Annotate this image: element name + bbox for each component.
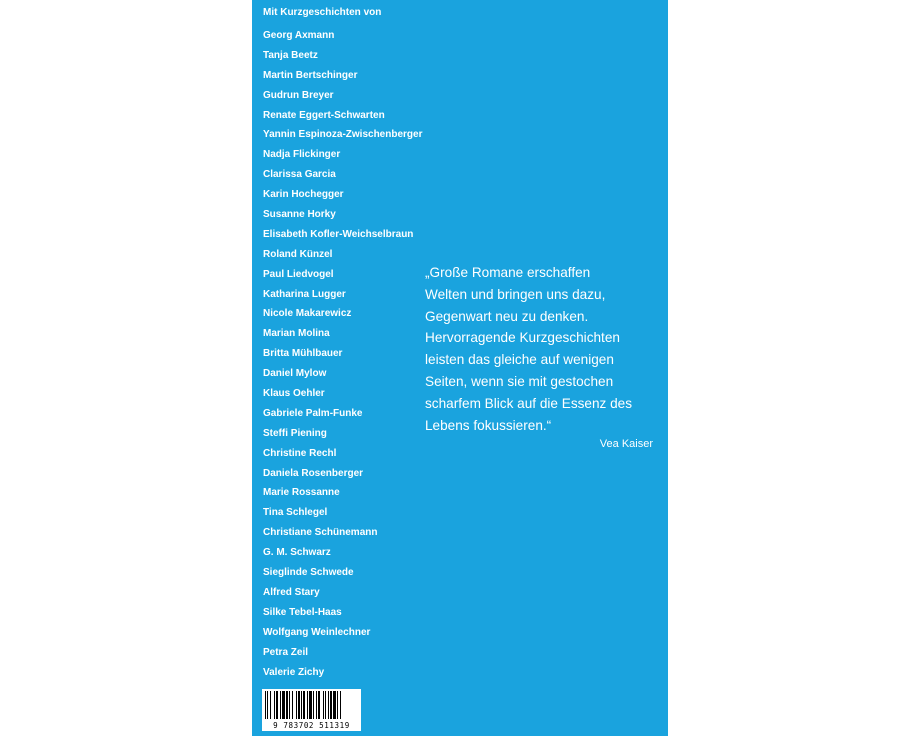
author-name: Georg Axmann	[263, 30, 335, 41]
barcode-bar	[267, 691, 268, 719]
barcode-bar	[328, 691, 329, 719]
quote-line: „Große Romane erschaffen	[425, 265, 591, 280]
barcode-bar	[323, 691, 324, 719]
author-name: Karin Hochegger	[263, 189, 344, 201]
author-name: Elisabeth Kofler-Weichselbraun	[263, 228, 414, 240]
quote-line: scharfem Blick auf die Essenz des	[425, 395, 633, 411]
barcode-bar	[307, 691, 308, 719]
quote-attribution: Vea Kaiser	[599, 438, 653, 450]
isbn-barcode	[262, 689, 361, 731]
author-name: Marian Molina	[263, 328, 330, 340]
author-name: Gudrun Breyer	[263, 89, 334, 101]
author-name: Daniela Rosenberger	[263, 467, 364, 479]
barcode-bar	[270, 691, 271, 719]
barcode-bar	[309, 691, 312, 719]
barcode-digits: 9 783702 511319	[273, 721, 350, 730]
quote-line: Gegenwart neu zu denken.	[425, 308, 589, 324]
quote-line: Welten und bringen uns dazu,	[425, 286, 606, 302]
barcode-bars	[265, 691, 358, 719]
author-name: Alfred Stary	[263, 586, 320, 598]
barcode-bar	[337, 691, 338, 719]
author-name: Martin Bertschinger	[263, 69, 358, 81]
author-name: Christine Rechl	[263, 447, 337, 459]
barcode-bar	[276, 691, 278, 719]
author-name: Roland Künzel	[263, 248, 333, 260]
author-name: Silke Tebel-Haas	[263, 606, 342, 618]
author-name: Gabriele Palm-Funke	[263, 407, 363, 419]
author-name: Paul Liedvogel	[263, 268, 334, 280]
author-name: Klaus Oehler	[263, 388, 325, 400]
author-name: Tina Schlegel	[263, 507, 328, 519]
author-name: G. M. Schwarz	[263, 547, 331, 559]
barcode-bar	[313, 691, 314, 719]
barcode-bar	[298, 691, 300, 719]
author-name: Britta Mühlbauer	[263, 348, 343, 360]
author-name: Susanne Horky	[263, 209, 336, 221]
barcode-bar	[296, 691, 297, 719]
author-name: Renate Eggert-Schwarten	[263, 109, 385, 121]
author-name: Tanja Beetz	[263, 49, 318, 61]
blurb-quote	[425, 262, 661, 436]
author-name: Katharina Lugger	[263, 288, 346, 300]
barcode-bar	[289, 691, 290, 719]
barcode-bar	[330, 691, 332, 719]
quote-line: Lebens fokussieren.“	[425, 417, 552, 433]
barcode-bar	[280, 691, 281, 719]
barcode-bar	[286, 691, 288, 719]
barcode-bar	[303, 691, 305, 719]
author-name: Steffi Piening	[263, 427, 327, 439]
authors-heading: Mit Kurzgeschichten von	[263, 7, 382, 18]
quote-line: Hervorragende Kurzgeschichten	[425, 330, 620, 346]
barcode-bar	[301, 691, 302, 719]
barcode-bar	[316, 691, 317, 719]
barcode-bar	[292, 691, 293, 719]
author-name: Marie Rossanne	[263, 487, 340, 499]
author-name: Yannin Espinoza-Zwischenberger	[263, 129, 423, 141]
book-back-cover	[252, 0, 668, 736]
author-name: Clarissa Garcia	[263, 169, 336, 181]
barcode-bar	[282, 691, 285, 719]
author-name: Christiane Schünemann	[263, 527, 378, 539]
barcode-bar	[265, 691, 266, 719]
barcode-bar	[340, 691, 341, 719]
barcode-bar	[274, 691, 275, 719]
quote-line: Seiten, wenn sie mit gestochen	[425, 373, 614, 389]
author-name: Valerie Zichy	[263, 666, 325, 678]
author-name: Petra Zeil	[263, 646, 309, 658]
author-name: Nadja Flickinger	[263, 149, 341, 161]
author-name: Sieglinde Schwede	[263, 567, 354, 579]
author-name: Wolfgang Weinlechner	[263, 626, 371, 638]
author-list	[263, 28, 422, 684]
quote-line: leisten das gleiche auf wenigen	[425, 352, 614, 368]
author-name: Daniel Mylow	[263, 368, 327, 380]
author-name: Nicole Makarewicz	[263, 308, 352, 320]
barcode-bar	[318, 691, 320, 719]
barcode-bar	[325, 691, 326, 719]
barcode-bar	[333, 691, 336, 719]
